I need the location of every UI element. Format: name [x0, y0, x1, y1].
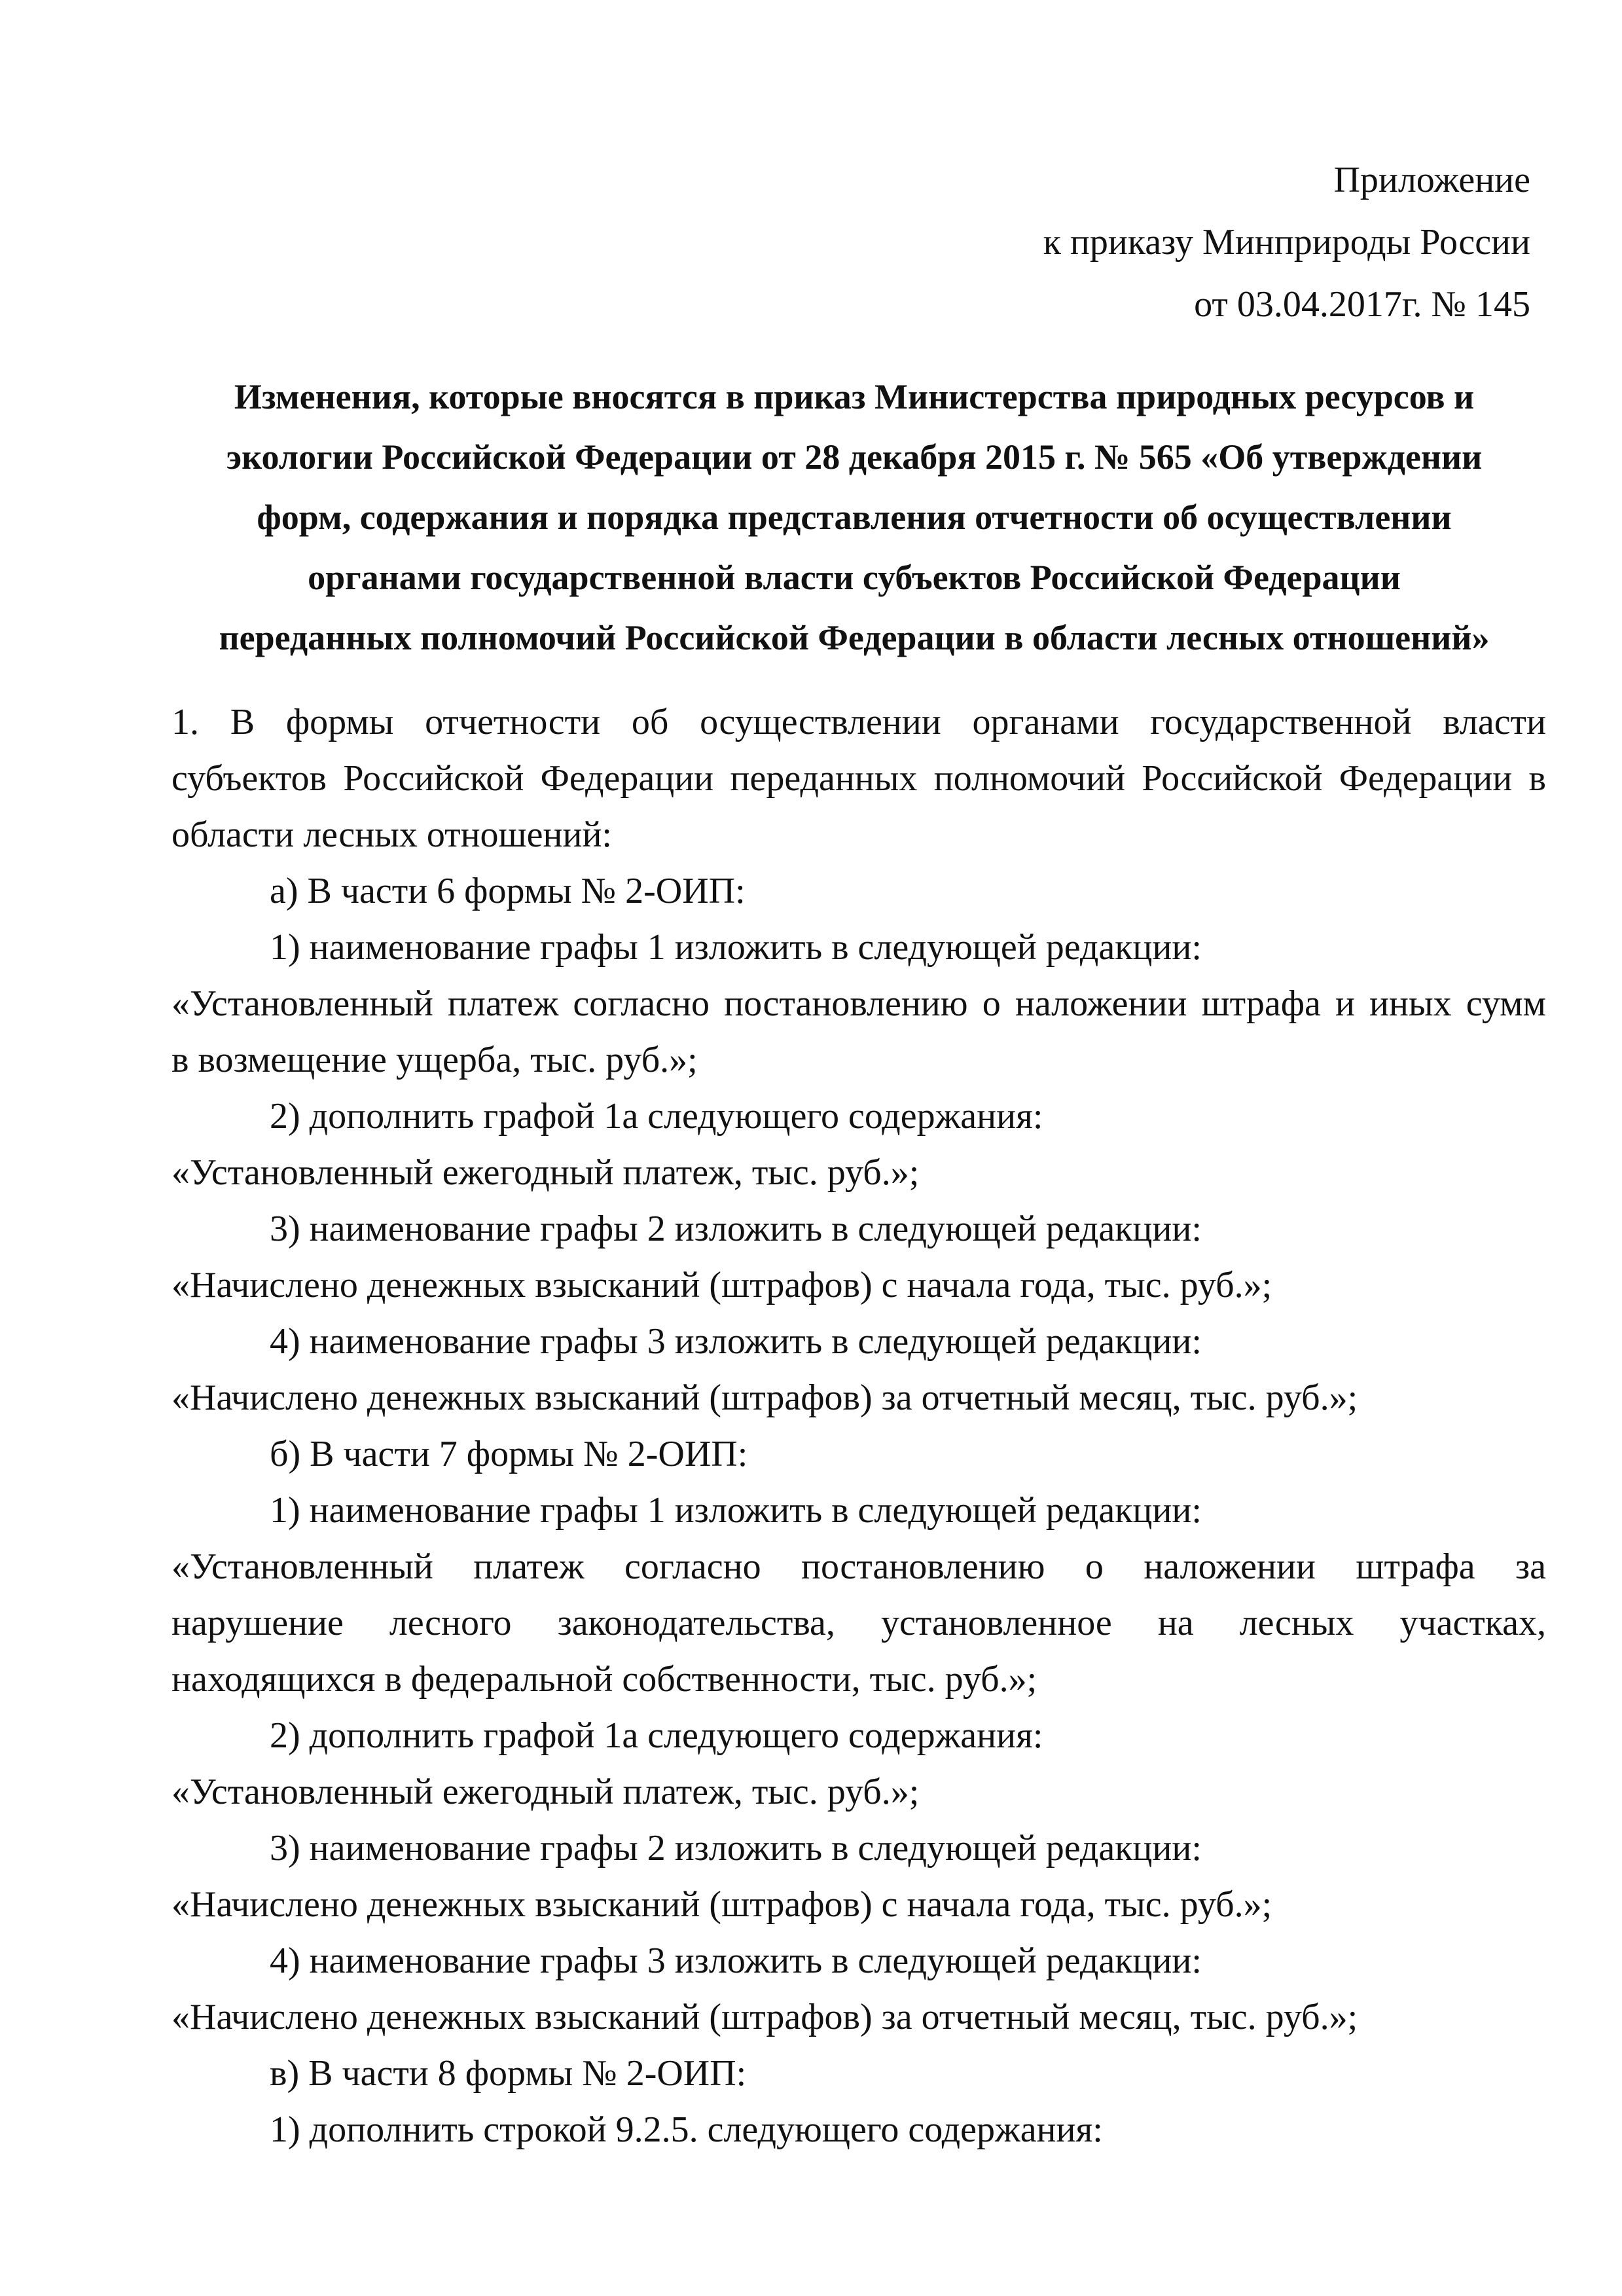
list-item: 1) наименование графы 1 изложить в следующей редакции: [270, 927, 1202, 968]
paragraph-line: 1. В формы отчетности об осуществлении органами государственной власти [171, 702, 1546, 742]
list-item: 2) дополнить графой 1а следующего содержания: [270, 1715, 1043, 1756]
appendix-order-ref: к приказу Минприроды России [1043, 222, 1530, 263]
paragraph-line: области лесных отношений: [171, 814, 612, 855]
list-item: 2) дополнить графой 1а следующего содержания: [270, 1096, 1043, 1137]
document-body [171, 694, 1546, 2158]
list-item: 1) дополнить строкой 9.2.5. следующего содержания: [270, 2109, 1103, 2150]
paragraph-line: субъектов Российской Федерации переданных полномочий Российской Федерации в [171, 758, 1546, 799]
title-line: переданных полномочий Российской Федерации в области лесных отношений» [219, 618, 1490, 657]
subsection-a-heading: а) В части 6 формы № 2-ОИП: [270, 871, 746, 911]
appendix-order-date: от 03.04.2017г. № 145 [1194, 284, 1530, 325]
list-item: 4) наименование графы 3 изложить в следующей редакции: [270, 1321, 1202, 1362]
quote-line: «Начислено денежных взысканий (штрафов) за отчетный месяц, тыс. руб.»; [171, 1377, 1358, 1418]
title-line: форм, содержания и порядка представления отчетности об осуществлении [257, 498, 1452, 537]
list-item: 1) наименование графы 1 изложить в следующей редакции: [270, 1490, 1202, 1531]
quote-line: «Начислено денежных взысканий (штрафов) с начала года, тыс. руб.»; [171, 1884, 1272, 1925]
list-item: 4) наименование графы 3 изложить в следующей редакции: [270, 1941, 1202, 1981]
quote-line: «Установленный платеж согласно постановлению о наложении штрафа и иных сумм [171, 983, 1546, 1024]
title-line: экологии Российской Федерации от 28 декабря 2015 г. № 565 «Об утверждении [226, 437, 1483, 477]
subsection-b-heading: б) В части 7 формы № 2-ОИП: [270, 1434, 748, 1474]
quote-line: находящихся в федеральной собственности, тыс. руб.»; [171, 1659, 1037, 1700]
subsection-v-heading: в) В части 8 формы № 2-ОИП: [270, 2053, 747, 2094]
document-title [157, 367, 1551, 668]
quote-line: в возмещение ущерба, тыс. руб.»; [171, 1040, 698, 1080]
quote-line: «Установленный ежегодный платеж, тыс. руб.»; [171, 1152, 920, 1193]
list-item: 3) наименование графы 2 изложить в следующей редакции: [270, 1209, 1202, 1249]
title-line: Изменения, которые вносятся в приказ Министерства природных ресурсов и [234, 377, 1475, 416]
appendix-header [1043, 149, 1530, 336]
appendix-label: Приложение [1333, 160, 1530, 200]
quote-line: «Начислено денежных взысканий (штрафов) за отчетный месяц, тыс. руб.»; [171, 1997, 1358, 2037]
title-line: органами государственной власти субъектов Российской Федерации [308, 558, 1401, 597]
quote-line: нарушение лесного законодательства, установленное на лесных участках, [171, 1603, 1546, 1643]
quote-line: «Установленный ежегодный платеж, тыс. руб.»; [171, 1772, 920, 1812]
quote-line: «Начислено денежных взысканий (штрафов) с начала года, тыс. руб.»; [171, 1265, 1272, 1305]
quote-line: «Установленный платеж согласно постановлению о наложении штрафа за [171, 1546, 1546, 1587]
list-item: 3) наименование графы 2 изложить в следующей редакции: [270, 1828, 1202, 1868]
